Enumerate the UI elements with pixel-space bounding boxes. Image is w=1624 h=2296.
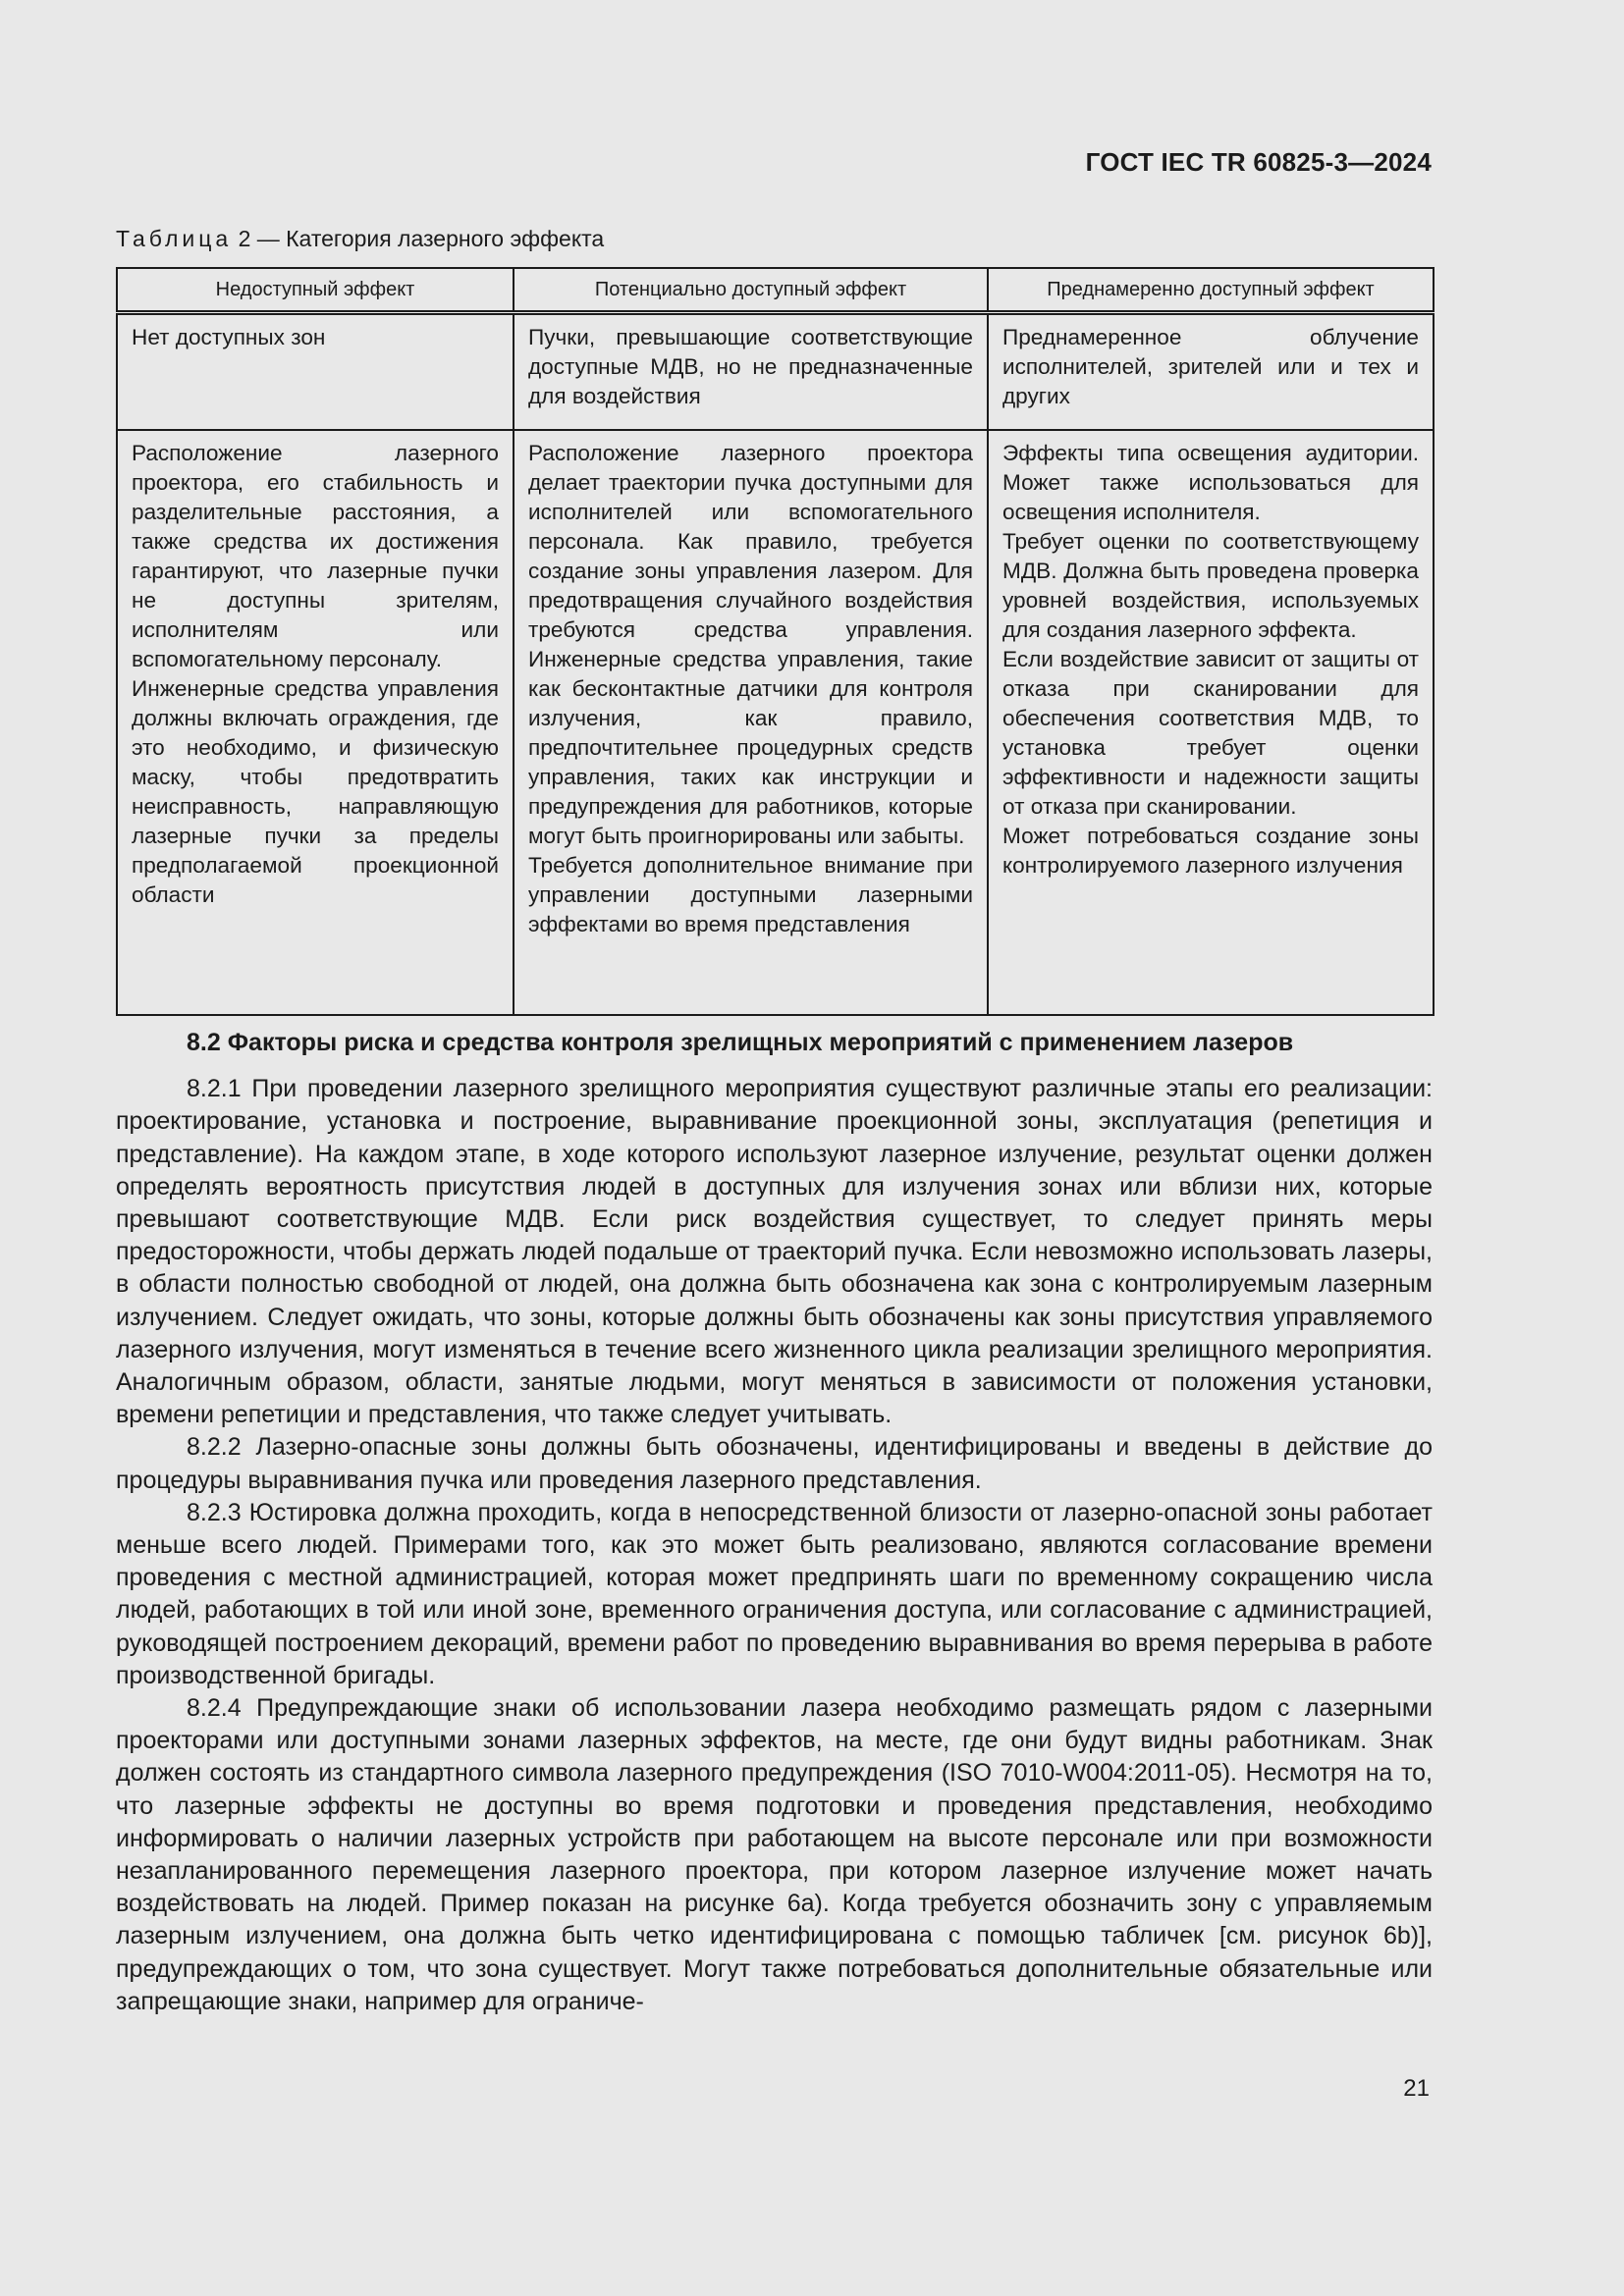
- cell-paragraph: Инженерные средства управления должны включать ограждения, где это необходимо, и физическую маску, чтобы предотвратить неисправность, направляющую лазерные пучки за пределы предполагаемой проекционной области: [132, 676, 499, 907]
- table-cell: Нет доступных зон: [117, 313, 514, 431]
- column-header-potentially-accessible: Потенциально доступный эффект: [514, 268, 988, 313]
- table-header-row: [117, 268, 1434, 313]
- cell-paragraph: Требует оценки по соответствующему МДВ. Должна быть проведена проверка уровней воздействия, используемых для создания лазерного эффекта.: [1002, 529, 1419, 642]
- cell-paragraph: Расположение лазерного проектора, его стабильность и разделительные расстояния, а также средства их достижения гарантируют, что лазерные пучки не доступны зрителям, исполнителям или вспомогательному персоналу.: [132, 441, 499, 671]
- cell-paragraph: Расположение лазерного проектора делает траектории пучка доступными для исполнителей или вспомогательного персонала. Как правило, требуется создание зоны управления лазером. Для предотвращения случайного воздействия требуются средства управления. Инженерные средства управления, такие как бесконтактные датчики для контроля излучения, как правило, предпочтительнее процедурных средств управления, таких как инструкции и предупреждения для работников, которые могут быть проигнорированы или забыты.: [528, 441, 973, 848]
- section-heading: 8.2 Факторы риска и средства контроля зрелищных мероприятий с применением лазеров: [187, 1029, 1294, 1056]
- cell-paragraph: Требуется дополнительное внимание при управлении доступными лазерными эффектами во время представления: [528, 853, 973, 936]
- table-cell: [117, 430, 514, 1015]
- section-8-2: [116, 1027, 1433, 2018]
- document-designation: ГОСТ IEC TR 60825-3—2024: [1085, 147, 1432, 177]
- cell-paragraph: Если воздействие зависит от защиты от отказа при сканировании для обеспечения соответствия МДВ, то установка требует оценки эффективности и надежности защиты от отказа при сканировании.: [1002, 647, 1419, 819]
- paragraph-8-2-4: 8.2.4 Предупреждающие знаки об использовании лазера необходимо размещать рядом с лазерными проекторами или доступными зонами лазерных эффектов, на месте, где они будут видны работникам. Знак должен состоять из стандартного символа лазерного предупреждения (ISO 7010-W004:2011-05). Несмотря на то, что лазерные эффекты не доступны во время подготовки и проведения представления, необходимо информировать о наличии лазерных устройств при работающем на высоте персонале или при возможности незапланированного перемещения лазерного проектора, при котором лазерное излучение может начать воздействовать на людей. Пример показан на рисунке 6а). Когда требуется обозначить зону с управляемым лазерным излучением, она должна быть четко идентифицирована с помощью табличек [см. рисунок 6b)], предупреждающих о том, что зона существует. Могут также потребоваться дополнительные обязательные или запрещающие знаки, например для ограниче-: [116, 1694, 1433, 2015]
- paragraph-8-2-1: 8.2.1 При проведении лазерного зрелищного мероприятия существуют различные этапы его реализации: проектирование, установка и построение, выравнивание проекционной зоны, эксплуатация (репетиция и представление). На каждом этапе, в ходе которого используют лазерное излучение, результат оценки должен определять вероятность присутствия людей в доступных для излучения зонах или вблизи них, которые превышают соответствующие МДВ. Если риск воздействия существует, то следует принять меры предосторожности, чтобы держать людей подальше от траекторий пучка. Если невозможно использовать лазеры, в области полностью свободной от людей, она должна быть обозначена как зона с контролируемым лазерным излучением. Следует ожидать, что зоны, которые должны быть обозначены как зоны присутствия управляемого лазерного излучения, могут изменяться в течение всего жизненного цикла реализации зрелищного мероприятия. Аналогичным образом, области, занятые людьми, могут меняться в зависимости от положения установки, времени репетиции и представления, что также следует учитывать.: [116, 1075, 1433, 1429]
- table-row: [117, 430, 1434, 1015]
- paragraph-8-2-3: 8.2.3 Юстировка должна проходить, когда в непосредственной близости от лазерно-опасной зоны работает меньше всего людей. Примерами того, как это может быть реализовано, являются согласование времени проведения с местной администрацией, которая может предпринять шаги по временному сокращению числа людей, работающих в той или иной зоне, временного ограничения доступа, или согласование с администрацией, руководящей построением декораций, времени работ по проведению выравнивания во время перерыва в работе производственной бригады.: [116, 1498, 1433, 1689]
- cell-paragraph: Может потребоваться создание зоны контролируемого лазерного излучения: [1002, 824, 1419, 878]
- table-cell: Пучки, превышающие соответствующие доступные МДВ, но не предназначенные для воздействия: [514, 313, 988, 431]
- table-cell: [988, 430, 1434, 1015]
- table-caption-title: 2 — Категория лазерного эффекта: [232, 226, 605, 251]
- table-caption-word: Таблица: [116, 226, 233, 251]
- column-header-intentionally-accessible: Преднамеренно доступный эффект: [988, 268, 1434, 313]
- paragraph-8-2-2: 8.2.2 Лазерно-опасные зоны должны быть обозначены, идентифицированы и введены в действие до процедуры выравнивания пучка или проведения лазерного представления.: [116, 1433, 1433, 1494]
- table-cell: [514, 430, 988, 1015]
- table-row: [117, 313, 1434, 431]
- page-number: 21: [1403, 2075, 1430, 2102]
- table-cell: Преднамеренное облучение исполнителей, зрителей или и тех и других: [988, 313, 1434, 431]
- laser-effect-category-table: [116, 267, 1435, 1016]
- table-caption: [116, 226, 604, 252]
- column-header-inaccessible: Недоступный эффект: [117, 268, 514, 313]
- cell-paragraph: Эффекты типа освещения аудитории. Может также использоваться для освещения исполнителя.: [1002, 441, 1419, 524]
